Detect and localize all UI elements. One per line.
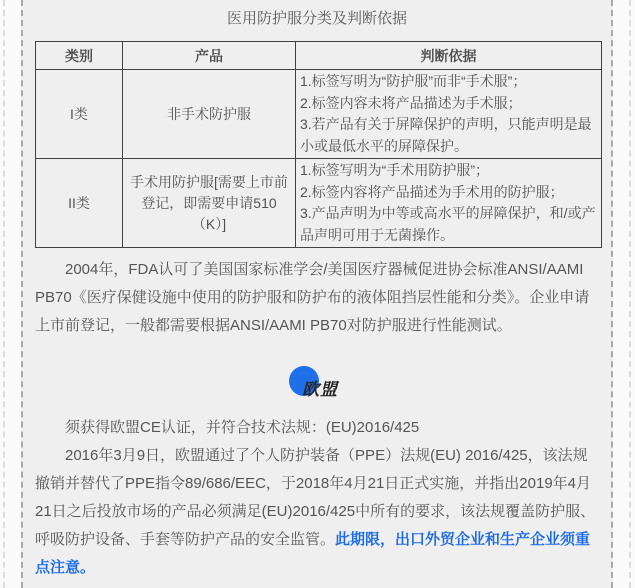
eu-ce-paragraph: 须获得欧盟CE认证，并符合技术法规：(EU)2016/425 bbox=[65, 419, 420, 436]
class1-category: I类 bbox=[36, 70, 123, 159]
class2-criterion-3: 3.产品声明为中等或高水平的屏障保护，和/或产品声明可用于无菌操作。 bbox=[300, 205, 596, 243]
outer-dashed-border-left bbox=[3, 0, 5, 588]
eu-regulation-highlight: 此期限，出口外贸企业和生产企业须重点注意。 bbox=[35, 531, 591, 576]
class1-criterion-3: 3.若产品有关于屏障保护的声明，只能声明是最小或最低水平的屏障保护。 bbox=[300, 116, 592, 154]
eu-regulation-paragraph bbox=[35, 442, 599, 582]
table-row-class1 bbox=[36, 70, 602, 159]
table-title: 医用防护服分类及判断依据 bbox=[226, 10, 407, 27]
class1-criterion-1: 1.标签写明为“防护服”而非“手术服”； bbox=[300, 73, 527, 89]
header-product: 产品 bbox=[123, 42, 296, 70]
fda-paragraph: 2004年，FDA认可了美国国家标准学会/美国医疗器械促进协会标准ANSI/AAMI PB70《医疗保健设施中使用的防护服和防护布的液体阻挡层性能和分类》。企业申请上市前登记，一般都需要根据ANSI/AAMI PB70对防护服进行性能测试。 bbox=[35, 261, 590, 334]
class1-criteria bbox=[296, 70, 602, 159]
eu-section-heading bbox=[289, 366, 345, 398]
table-header-row bbox=[36, 42, 602, 70]
header-criteria: 判断依据 bbox=[296, 42, 602, 70]
outer-dashed-border-right bbox=[629, 0, 631, 588]
class2-criterion-1: 1.标签写明为“手术用防护服”； bbox=[300, 162, 489, 178]
eu-regulation-text: 2016年3月9日，欧盟通过了个人防护装备（PPE）法规(EU) 2016/425，该法规撤销并替代了PPE指令89/686/EEC，于2018年4月21日正式实施，并指出2019年4月21日之后投放市场的产品必须满足(EU)2016/425中所有的要求，该法规覆盖防护服、呼吸防护设备、手套等防护产品的安全监管。 bbox=[35, 447, 596, 548]
table-row-class2 bbox=[36, 159, 602, 248]
eu-heading-label: 欧盟 bbox=[302, 380, 338, 399]
class1-product: 非手术防护服 bbox=[123, 70, 296, 159]
class1-criterion-2: 2.标签内容未将产品描述为手术服； bbox=[300, 94, 522, 111]
class2-criteria bbox=[296, 159, 602, 248]
class2-category: II类 bbox=[36, 159, 123, 248]
classification-table bbox=[35, 41, 602, 248]
header-category: 类别 bbox=[36, 42, 123, 70]
article-panel bbox=[21, 0, 613, 588]
class2-product: 手术用防护服[需要上市前登记，即需要申请510（K）] bbox=[123, 159, 296, 248]
class2-criterion-2: 2.标签内容将产品描述为手术用的防护服； bbox=[300, 183, 564, 200]
